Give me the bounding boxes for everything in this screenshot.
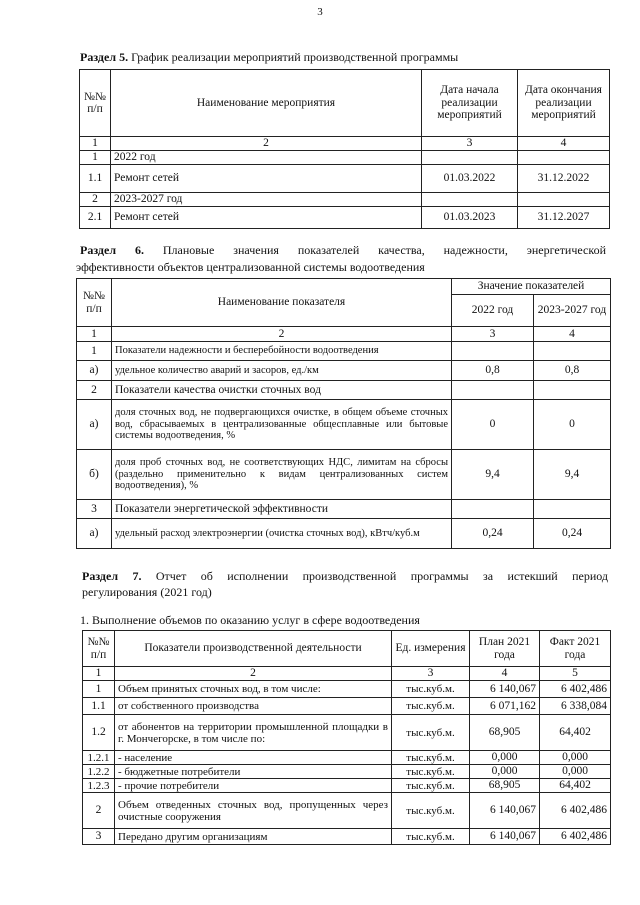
- row-number: 3: [77, 500, 112, 519]
- column-number-row: [83, 667, 611, 681]
- indicator-name: удельное количество аварий и засоров, ед./км: [112, 361, 452, 381]
- event-name: Ремонт сетей: [111, 207, 422, 229]
- unit: тыс.куб.м.: [392, 698, 470, 715]
- table-row: [80, 165, 610, 193]
- col-header-event: Наименование мероприятия: [111, 70, 422, 137]
- col-number: 4: [518, 137, 610, 151]
- row-number: б): [77, 450, 112, 500]
- start-date: [422, 151, 518, 165]
- section6-label: Раздел 6.: [80, 243, 144, 257]
- table-row: [83, 793, 611, 829]
- row-number: 2: [77, 381, 112, 400]
- col-header-fact: Факт 2021 года: [540, 631, 611, 667]
- indicator-name: Показатели энергетической эффективности: [112, 500, 452, 519]
- fact-value: 6 402,486: [540, 829, 611, 845]
- indicator-name: доля проб сточных вод, не соответствующих НДС, лимитам на сбросы (раздельно применительно к видам централизованных систем водоотведения), %: [112, 450, 452, 500]
- col-header-year-2022: 2022 год: [452, 295, 534, 327]
- fact-value: 6 402,486: [540, 793, 611, 829]
- plan-value: 6 140,067: [470, 681, 540, 698]
- col-header-end-date: Дата окончания реализации мероприятий: [518, 70, 610, 137]
- value-2022: [452, 381, 534, 400]
- row-number: 1.2.2: [83, 765, 115, 779]
- row-number: 1: [83, 681, 115, 698]
- table-row: [80, 151, 610, 165]
- col-number: 1: [83, 667, 115, 681]
- plan-value: 68,905: [470, 779, 540, 793]
- col-number: 5: [540, 667, 611, 681]
- table-row: [83, 751, 611, 765]
- value-2022: 0,24: [452, 519, 534, 549]
- row-number: а): [77, 519, 112, 549]
- table-row: [77, 381, 611, 400]
- end-date: 31.12.2022: [518, 165, 610, 193]
- value-2023-2027: 0,24: [534, 519, 611, 549]
- fact-value: 64,402: [540, 715, 611, 751]
- table-row: [83, 681, 611, 698]
- event-name: 2022 год: [111, 151, 422, 165]
- section7-subheading: 1. Выполнение объемов по оказанию услуг в сфере водоотведения: [80, 613, 420, 627]
- fact-value: 6 338,084: [540, 698, 611, 715]
- col-number: 3: [422, 137, 518, 151]
- end-date: [518, 193, 610, 207]
- unit: тыс.куб.м.: [392, 829, 470, 845]
- row-number: а): [77, 361, 112, 381]
- event-name: 2023-2027 год: [111, 193, 422, 207]
- col-header-indicator: Показатели производственной деятельности: [115, 631, 392, 667]
- indicator-name: Объем отведенных сточных вод, пропущенных через очистные сооружения: [115, 793, 392, 829]
- indicator-name: от собственного производства: [115, 698, 392, 715]
- fact-value: 0,000: [540, 765, 611, 779]
- unit: тыс.куб.м.: [392, 715, 470, 751]
- row-number: 1.2: [83, 715, 115, 751]
- col-number: 4: [534, 327, 611, 342]
- col-header-start-date: Дата начала реализации мероприятий: [422, 70, 518, 137]
- section5-heading: [80, 50, 560, 64]
- table-row: [77, 342, 611, 361]
- col-header-values: Значение показателей: [452, 279, 611, 295]
- unit: тыс.куб.м.: [392, 751, 470, 765]
- row-number: а): [77, 400, 112, 450]
- col-header-year-2023-2027: 2023-2027 год: [534, 295, 611, 327]
- row-number: 2: [80, 193, 111, 207]
- section6-heading-line1: [80, 243, 606, 257]
- fact-value: 0,000: [540, 751, 611, 765]
- end-date: [518, 151, 610, 165]
- row-number: 2.1: [80, 207, 111, 229]
- section6-heading-line2: эффективности объектов централизованной системы водоотведения: [76, 260, 425, 274]
- plan-value: 6 071,162: [470, 698, 540, 715]
- indicator-name: - прочие потребители: [115, 779, 392, 793]
- col-number: 2: [115, 667, 392, 681]
- row-number: 2: [83, 793, 115, 829]
- indicator-name: удельный расход электроэнергии (очистка сточных вод), кВтч/куб.м: [112, 519, 452, 549]
- table-row: [83, 779, 611, 793]
- row-number: 1.1: [83, 698, 115, 715]
- start-date: 01.03.2022: [422, 165, 518, 193]
- col-header-unit: Ед. измерения: [392, 631, 470, 667]
- table-row: [80, 207, 610, 229]
- start-date: 01.03.2023: [422, 207, 518, 229]
- plan-value: 0,000: [470, 751, 540, 765]
- col-number: 2: [112, 327, 452, 342]
- value-2022: 0,8: [452, 361, 534, 381]
- value-2023-2027: [534, 500, 611, 519]
- section7-title-line1: Отчет об исполнении производственной программы за истекший период: [155, 569, 608, 583]
- table-row: [77, 400, 611, 450]
- table-row: [77, 519, 611, 549]
- col-number: 3: [452, 327, 534, 342]
- unit: тыс.куб.м.: [392, 681, 470, 698]
- table-row: [83, 698, 611, 715]
- indicator-name: Передано другим организациям: [115, 829, 392, 845]
- row-number: 3: [83, 829, 115, 845]
- col-header-number: №№ п/п: [80, 70, 111, 137]
- indicator-name: - население: [115, 751, 392, 765]
- unit: тыс.куб.м.: [392, 765, 470, 779]
- row-number: 1.2.1: [83, 751, 115, 765]
- event-name: Ремонт сетей: [111, 165, 422, 193]
- fact-value: 64,402: [540, 779, 611, 793]
- section7-label: Раздел 7.: [82, 569, 142, 583]
- value-2022: 9,4: [452, 450, 534, 500]
- value-2023-2027: [534, 342, 611, 361]
- indicator-name: - бюджетные потребители: [115, 765, 392, 779]
- value-2023-2027: 0,8: [534, 361, 611, 381]
- value-2023-2027: [534, 381, 611, 400]
- plan-value: 6 140,067: [470, 793, 540, 829]
- unit: тыс.куб.м.: [392, 793, 470, 829]
- col-number: 1: [77, 327, 112, 342]
- table-row: [77, 500, 611, 519]
- table-header-row: [80, 70, 610, 137]
- indicator-name: доля сточных вод, не подвергающихся очистке, в общем объеме сточных вод, сбрасываемых в централизованные общесплавные или бытовые системы водоотведения, %: [112, 400, 452, 450]
- table-row: [77, 361, 611, 381]
- table-row: [83, 829, 611, 845]
- section7-heading-line2: регулирования (2021 год): [82, 585, 212, 599]
- row-number: 1: [80, 151, 111, 165]
- table-row: [83, 715, 611, 751]
- col-header-plan: План 2021 года: [470, 631, 540, 667]
- col-header-number: №№ п/п: [77, 279, 112, 327]
- column-number-row: [80, 137, 610, 151]
- column-number-row: [77, 327, 611, 342]
- schedule-table: [79, 69, 610, 229]
- plan-value: 6 140,067: [470, 829, 540, 845]
- col-number: 3: [392, 667, 470, 681]
- row-number: 1.1: [80, 165, 111, 193]
- plan-value: 0,000: [470, 765, 540, 779]
- volumes-table: [82, 630, 611, 845]
- value-2022: 0: [452, 400, 534, 450]
- value-2022: [452, 342, 534, 361]
- page-number: 3: [317, 6, 323, 18]
- indicator-name: от абонентов на территории промышленной площадки в г. Мончегорске, в том числе по:: [115, 715, 392, 751]
- row-number: 1.2.3: [83, 779, 115, 793]
- unit: тыс.куб.м.: [392, 779, 470, 793]
- col-header-number: №№ п/п: [83, 631, 115, 667]
- col-number: 1: [80, 137, 111, 151]
- table-row: [80, 193, 610, 207]
- col-number: 4: [470, 667, 540, 681]
- row-number: 1: [77, 342, 112, 361]
- indicator-name: Объем принятых сточных вод, в том числе:: [115, 681, 392, 698]
- value-2022: [452, 500, 534, 519]
- indicators-table: [76, 278, 611, 549]
- start-date: [422, 193, 518, 207]
- table-row: [83, 765, 611, 779]
- fact-value: 6 402,486: [540, 681, 611, 698]
- value-2023-2027: 0: [534, 400, 611, 450]
- plan-value: 68,905: [470, 715, 540, 751]
- indicator-name: Показатели надежности и бесперебойности водоотведения: [112, 342, 452, 361]
- table-row: [77, 450, 611, 500]
- end-date: 31.12.2027: [518, 207, 610, 229]
- indicator-name: Показатели качества очистки сточных вод: [112, 381, 452, 400]
- col-header-indicator: Наименование показателя: [112, 279, 452, 327]
- section5-title: График реализации мероприятий производственной программы: [128, 50, 459, 64]
- value-2023-2027: 9,4: [534, 450, 611, 500]
- table-header-row: [83, 631, 611, 667]
- table-header-row: [77, 279, 611, 295]
- section6-title-line1: Плановые значения показателей качества, надежности, энергетической: [162, 243, 606, 257]
- section5-label: Раздел 5.: [80, 50, 129, 64]
- section7-heading-line1: [82, 569, 608, 583]
- col-number: 2: [111, 137, 422, 151]
